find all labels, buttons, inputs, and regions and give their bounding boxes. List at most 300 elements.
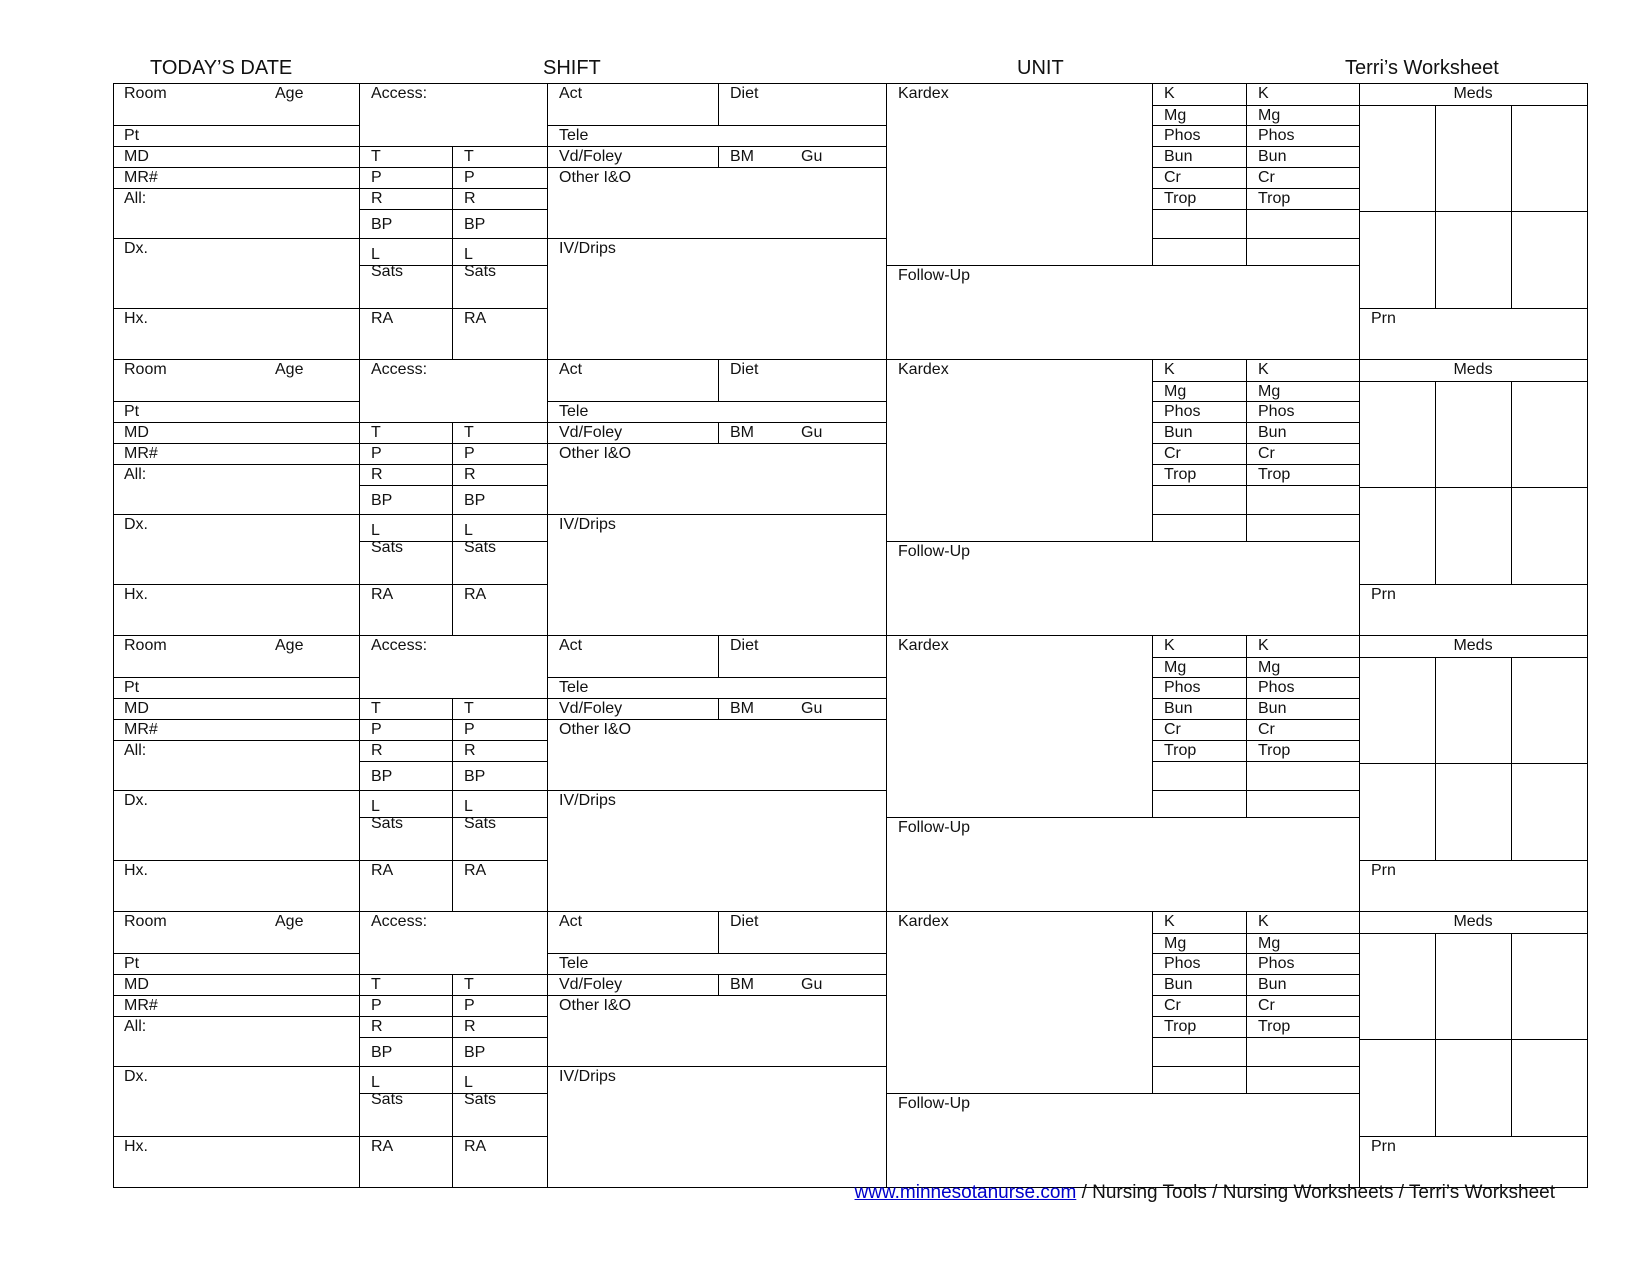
l-label: L [371,246,380,263]
act-label: Act [559,637,583,654]
meds-col-divider [1435,381,1436,585]
patient-row-divider [113,464,360,465]
vitals-row-divider [359,1136,548,1137]
pt-label: Pt [124,679,140,696]
l-label: L [464,1074,473,1091]
gu-label: Gu [801,148,823,165]
patient-row-divider [113,167,360,168]
patient-row-divider [113,698,360,699]
bp-label: BP [371,216,393,233]
lab-label: Bun [1258,700,1287,717]
allergies-label: All: [124,742,147,759]
ra-label: RA [464,310,487,327]
gu-label: Gu [801,976,823,993]
block-right-border [1587,635,1588,912]
diet-label: Diet [730,361,759,378]
orders-row-divider [547,953,887,954]
block-right-border [1587,911,1588,1188]
iv-drips-label: IV/Drips [559,1068,616,1085]
mr-label: MR# [124,445,158,462]
lab-label: Mg [1258,107,1281,124]
vitals-row-divider [359,146,548,147]
meds-row-divider [1359,763,1588,764]
other-io-label: Other I&O [559,721,632,738]
age-label: Age [275,361,304,378]
sats-label: Sats [371,1091,404,1108]
orders-row-divider [547,422,887,423]
lab-row-divider [1152,1016,1360,1017]
gu-label: Gu [801,424,823,441]
lab-row-divider [1152,167,1360,168]
lab-label: K [1258,85,1269,102]
lab-row-divider [1152,953,1360,954]
patient-row-divider [113,514,360,515]
ra-label: RA [371,1138,394,1155]
iv-drips-label: IV/Drips [559,792,616,809]
orders-row-divider [547,974,887,975]
patient-row-divider [113,401,360,402]
lab-row-divider [1152,933,1360,934]
allergies-label: All: [124,1018,147,1035]
lab-label: Mg [1164,383,1187,400]
pulse-label: P [371,169,382,186]
lab-label: Bun [1164,976,1193,993]
patient-row-divider [113,188,360,189]
lab-row-divider [1152,698,1360,699]
vitals-row-divider [359,1016,548,1017]
dx-label: Dx. [124,1068,148,1085]
lab-label: K [1258,913,1269,930]
md-label: MD [124,700,149,717]
patient-row-divider [113,740,360,741]
sats-label: Sats [464,1091,497,1108]
hx-label: Hx. [124,586,148,603]
lab-row-divider [1152,790,1360,791]
bm-label: BM [730,976,754,993]
lab-label: Bun [1258,148,1287,165]
temp-label: T [464,424,474,441]
iv-drips-label: IV/Drips [559,516,616,533]
bm-label: BM [730,700,754,717]
patient-row-divider [113,995,360,996]
patient-row-divider [113,422,360,423]
footer-path: / Nursing Tools / Nursing Worksheets / Terri’s Worksheet [1076,1182,1555,1203]
lab-label: Bun [1164,148,1193,165]
lab-row-divider [1152,1037,1360,1038]
meds-row-divider [1359,487,1588,488]
vd-foley-label: Vd/Foley [559,424,623,441]
sats-label: Sats [464,263,497,280]
patient-row-divider [113,677,360,678]
meds-header-bottom [1359,933,1588,934]
lab-label: Cr [1164,721,1181,738]
vitals-row-divider [359,238,548,239]
meds-col-divider [1435,657,1436,861]
lab-label: Cr [1258,721,1275,738]
patient-row-divider [113,860,360,861]
lab-row-divider [1152,381,1360,382]
room-label: Room [124,85,167,102]
allergies-label: All: [124,190,147,207]
lab-label: Mg [1164,107,1187,124]
meds-col-divider [1511,381,1512,585]
bp-label: BP [371,492,393,509]
lab-row-divider [1152,1066,1360,1067]
vitals-row-divider [359,422,548,423]
md-label: MD [124,976,149,993]
lab-row-divider [1152,209,1360,210]
tele-label: Tele [559,403,589,420]
hx-label: Hx. [124,1138,148,1155]
iv-drips-top [547,790,887,791]
prn-top [1359,308,1588,309]
orders-row-divider [547,167,887,168]
vitals-row-divider [359,485,548,486]
age-label: Age [275,85,304,102]
lab-label: Bun [1164,424,1193,441]
tele-label: Tele [559,679,589,696]
lab-row-divider [1152,514,1360,515]
vitals-row-divider [359,188,548,189]
lab-label: Trop [1258,466,1291,483]
patient-row-divider [113,584,360,585]
pt-label: Pt [124,403,140,420]
sats-label: Sats [371,263,404,280]
follow-up-label: Follow-Up [898,267,971,284]
meds-header-bottom [1359,105,1588,106]
pulse-label: P [371,721,382,738]
kardex-label: Kardex [898,637,949,654]
meds-row-divider [1359,1039,1588,1040]
vitals-row-divider [359,860,548,861]
lab-label: Phos [1164,127,1201,144]
pulse-label: P [464,169,475,186]
lab-label: Trop [1258,742,1291,759]
lab-label: Cr [1164,445,1181,462]
lab-label: K [1164,913,1175,930]
orders-row-divider [547,698,887,699]
prn-label: Prn [1371,310,1396,327]
ra-label: RA [464,586,487,603]
pulse-label: P [464,721,475,738]
access-label: Access: [371,85,428,102]
room-label: Room [124,361,167,378]
block-top-border [113,83,1588,84]
orders-row-divider [547,677,887,678]
lab-label: Trop [1258,1018,1291,1035]
orders-row-divider [547,401,887,402]
lab-label: Cr [1258,445,1275,462]
follow-up-top [886,817,1360,818]
resp-label: R [371,742,383,759]
lab-label: K [1258,361,1269,378]
pulse-label: P [464,445,475,462]
l-label: L [464,246,473,263]
lab-label: Phos [1164,955,1201,972]
vitals-row-divider [359,308,548,309]
follow-up-label: Follow-Up [898,543,971,560]
lab-label: Mg [1258,935,1281,952]
pulse-label: P [371,997,382,1014]
lab-row-divider [1152,146,1360,147]
meds-header-bottom [1359,657,1588,658]
vitals-row-divider [359,995,548,996]
lab-row-divider [1152,719,1360,720]
vitals-row-divider [359,719,548,720]
lab-row-divider [1152,761,1360,762]
follow-up-top [886,265,1360,266]
lab-row-divider [1152,422,1360,423]
resp-label: R [464,466,476,483]
access-label: Access: [371,913,428,930]
patient-row-divider [113,1136,360,1137]
lab-label: Phos [1258,127,1295,144]
prn-top [1359,584,1588,585]
kardex-label: Kardex [898,85,949,102]
temp-label: T [371,148,381,165]
lab-label: Bun [1258,424,1287,441]
ra-label: RA [464,1138,487,1155]
age-label: Age [275,637,304,654]
patient-row-divider [113,238,360,239]
lab-label: K [1164,361,1175,378]
diet-label: Diet [730,913,759,930]
patient-row-divider [113,146,360,147]
l-label: L [371,798,380,815]
patient-row-divider [113,1066,360,1067]
md-label: MD [124,148,149,165]
lab-row-divider [1152,188,1360,189]
lab-row-divider [1152,677,1360,678]
room-label: Room [124,913,167,930]
lab-row-divider [1152,105,1360,106]
vitals-row-divider [359,1037,548,1038]
l-label: L [464,522,473,539]
vitals-row-divider [359,584,548,585]
vitals-row-divider [359,464,548,465]
block-right-border [1587,83,1588,360]
lab-label: Phos [1258,403,1295,420]
temp-label: T [464,148,474,165]
lab-label: Mg [1164,935,1187,952]
allergies-label: All: [124,466,147,483]
lab-label: Phos [1258,955,1295,972]
lab-label: Bun [1164,700,1193,717]
bp-label: BP [464,216,486,233]
other-io-label: Other I&O [559,169,632,186]
lab-label: Trop [1164,1018,1197,1035]
lab-label: Trop [1164,190,1197,207]
room-label: Room [124,637,167,654]
ra-label: RA [371,586,394,603]
vitals-row-divider [359,790,548,791]
vitals-row-divider [359,443,548,444]
lab-label: Trop [1164,466,1197,483]
tele-label: Tele [559,127,589,144]
lab-label: K [1164,85,1175,102]
todays-date-label: TODAY’S DATE [150,57,293,79]
bp-label: BP [464,768,486,785]
meds-col-divider [1511,105,1512,309]
lab-label: Cr [1258,997,1275,1014]
meds-col-divider [1435,105,1436,309]
bp-label: BP [371,1044,393,1061]
other-io-label: Other I&O [559,445,632,462]
lab-row-divider [1152,464,1360,465]
temp-label: T [371,424,381,441]
patient-row-divider [113,125,360,126]
prn-label: Prn [1371,862,1396,879]
prn-top [1359,1136,1588,1137]
resp-label: R [371,190,383,207]
lab-label: Mg [1258,383,1281,400]
shift-label: SHIFT [543,57,601,79]
meds-col-divider [1435,933,1436,1137]
vd-foley-label: Vd/Foley [559,148,623,165]
resp-label: R [371,1018,383,1035]
act-label: Act [559,913,583,930]
kardex-label: Kardex [898,913,949,930]
l-label: L [371,522,380,539]
sats-label: Sats [464,815,497,832]
lab-label: Cr [1164,169,1181,186]
lab-row-divider [1152,125,1360,126]
access-label: Access: [371,361,428,378]
lab-label: Phos [1164,679,1201,696]
iv-drips-label: IV/Drips [559,240,616,257]
temp-label: T [464,700,474,717]
meds-label: Meds [1453,913,1493,930]
sats-label: Sats [464,539,497,556]
tele-label: Tele [559,955,589,972]
meds-row-divider [1359,211,1588,212]
age-label: Age [275,913,304,930]
meds-col-divider [1511,933,1512,1137]
diet-label: Diet [730,637,759,654]
l-label: L [464,798,473,815]
kardex-label: Kardex [898,361,949,378]
iv-drips-top [547,238,887,239]
resp-label: R [464,742,476,759]
orders-row-divider [547,719,887,720]
diet-label: Diet [730,85,759,102]
prn-label: Prn [1371,586,1396,603]
lab-row-divider [1152,443,1360,444]
pt-label: Pt [124,955,140,972]
access-label: Access: [371,637,428,654]
vitals-row-divider [359,740,548,741]
temp-label: T [371,700,381,717]
bm-label: BM [730,424,754,441]
vitals-row-divider [359,209,548,210]
l-label: L [371,1074,380,1091]
meds-label: Meds [1453,361,1493,378]
resp-label: R [464,1018,476,1035]
ra-label: RA [464,862,487,879]
gu-label: Gu [801,700,823,717]
block-top-border [113,635,1588,636]
sats-label: Sats [371,815,404,832]
block-top-border [113,911,1588,912]
meds-label: Meds [1453,85,1493,102]
meds-label: Meds [1453,637,1493,654]
meds-header-bottom [1359,381,1588,382]
pulse-label: P [371,445,382,462]
temp-label: T [464,976,474,993]
lab-label: Phos [1164,403,1201,420]
orders-row-divider [547,995,887,996]
unit-label: UNIT [1017,57,1064,79]
mr-label: MR# [124,721,158,738]
lab-row-divider [1152,740,1360,741]
lab-row-divider [1152,238,1360,239]
meds-col-divider [1511,657,1512,861]
mr-label: MR# [124,169,158,186]
follow-up-label: Follow-Up [898,819,971,836]
vd-foley-label: Vd/Foley [559,976,623,993]
lab-row-divider [1152,974,1360,975]
prn-top [1359,860,1588,861]
lab-label: Mg [1164,659,1187,676]
lab-row-divider [1152,485,1360,486]
vitals-row-divider [359,1066,548,1067]
hx-label: Hx. [124,862,148,879]
vitals-row-divider [359,514,548,515]
lab-label: Cr [1164,997,1181,1014]
lab-label: Trop [1258,190,1291,207]
vd-foley-label: Vd/Foley [559,700,623,717]
follow-up-top [886,541,1360,542]
lab-label: K [1258,637,1269,654]
vitals-row-divider [359,698,548,699]
mr-label: MR# [124,997,158,1014]
lab-label: Mg [1258,659,1281,676]
pulse-label: P [464,997,475,1014]
sats-label: Sats [371,539,404,556]
ra-label: RA [371,862,394,879]
md-label: MD [124,424,149,441]
patient-row-divider [113,790,360,791]
orders-row-divider [547,125,887,126]
temp-label: T [371,976,381,993]
bm-label: BM [730,148,754,165]
worksheet-title: Terri’s Worksheet [1345,57,1499,79]
patient-row-divider [113,308,360,309]
dx-label: Dx. [124,240,148,257]
resp-label: R [464,190,476,207]
hx-label: Hx. [124,310,148,327]
bp-label: BP [464,1044,486,1061]
orders-row-divider [547,146,887,147]
lab-row-divider [1152,401,1360,402]
patient-row-divider [113,953,360,954]
minnesotanurse-link[interactable]: www.minnesotanurse.com [854,1182,1077,1203]
dx-label: Dx. [124,792,148,809]
iv-drips-top [547,1066,887,1067]
bp-label: BP [371,768,393,785]
lab-label: K [1164,637,1175,654]
footer-breadcrumb [855,1182,1555,1204]
patient-row-divider [113,719,360,720]
iv-drips-top [547,514,887,515]
lab-label: Bun [1258,976,1287,993]
patient-row-divider [113,974,360,975]
resp-label: R [371,466,383,483]
follow-up-label: Follow-Up [898,1095,971,1112]
block-right-border [1587,359,1588,636]
lab-label: Trop [1164,742,1197,759]
follow-up-top [886,1093,1360,1094]
